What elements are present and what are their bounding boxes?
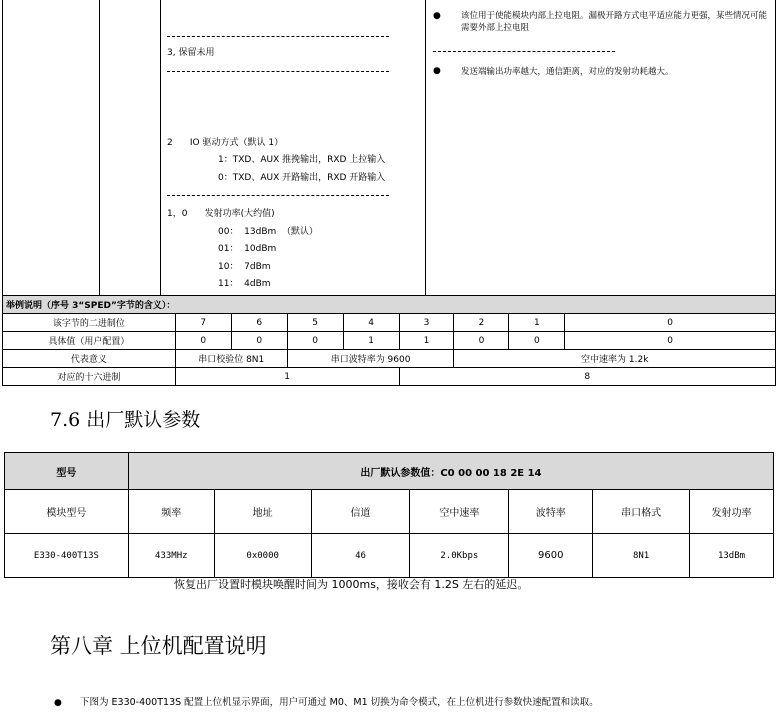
- power-title: 1，0 发射功率(大约值): [167, 209, 275, 219]
- power-note: 发送端输出功率越大，通信距离，对应的发射功耗越大。: [461, 67, 674, 77]
- default-params-table: [4, 452, 774, 578]
- column-header: 波特率: [509, 490, 593, 534]
- bit-cell: 2: [454, 314, 509, 332]
- hex-row: [3, 368, 776, 386]
- chapter-title: 第八章 上位机配置说明: [50, 634, 267, 658]
- io-mode-title: 2 IO 驱动方式（默认 1）: [167, 138, 284, 148]
- row-label: 代表意义: [3, 350, 176, 368]
- section-title: 7.6 出厂默认参数: [50, 409, 201, 431]
- value-cell: 8N1: [593, 534, 690, 578]
- bullet-dot: ●: [433, 11, 441, 21]
- row-label: 对应的十六进制: [3, 368, 176, 386]
- value-cell: 0: [231, 332, 287, 350]
- io-mode-option-0: 0：TXD、AUX 开路输出，RXD 开路输入: [218, 173, 386, 183]
- value-cell: 0: [565, 332, 776, 350]
- power-option: 11： 4dBm: [218, 279, 271, 289]
- frame-line: [160, 0, 161, 295]
- meaning-row: [3, 350, 776, 368]
- chapter-bullet-text: 下图为 E330-400T13S 配置上位机显示界面，用户可通过 M0、M1 切换为命令模式，在上位机进行参数快速配置和读取。: [80, 697, 599, 708]
- value-cell: 0x0000: [214, 534, 311, 578]
- params-column-row: [5, 490, 774, 534]
- column-header: 地址: [214, 490, 311, 534]
- value-cell: 433MHz: [128, 534, 214, 578]
- column-header: 频率: [128, 490, 214, 534]
- bit-cell: 7: [175, 314, 231, 332]
- bit-cell: 6: [231, 314, 287, 332]
- default-value-label: 出厂默认参数值：C0 00 00 18 2E 14: [128, 453, 773, 490]
- power-option: 01： 10dBm: [218, 244, 277, 254]
- hex-cell: 8: [399, 368, 775, 386]
- frame-line: [775, 0, 776, 295]
- column-header: 信道: [311, 490, 410, 534]
- value-cell: 0: [287, 332, 343, 350]
- divider: [167, 195, 389, 196]
- bit-cell: 1: [509, 314, 565, 332]
- column-header: 模块型号: [5, 490, 129, 534]
- bullet-dot: ●: [433, 66, 441, 76]
- column-header: 串口格式: [593, 490, 690, 534]
- value-cell: 0: [454, 332, 509, 350]
- value-cell: E330-400T13S: [5, 534, 129, 578]
- value-cell: 1: [399, 332, 454, 350]
- value-cell: 0: [175, 332, 231, 350]
- divider: [167, 71, 389, 72]
- frame-line: [99, 0, 100, 295]
- value-cell: 13dBm: [690, 534, 774, 578]
- meaning-cell: 串口波特率为 9600: [287, 350, 454, 368]
- params-header-row: [5, 453, 774, 490]
- value-cell: 9600: [509, 534, 593, 578]
- reserved-text: 3, 保留未用: [167, 48, 215, 58]
- power-option: 00： 13dBm （默认）: [218, 227, 319, 237]
- column-header: 发射功率: [690, 490, 774, 534]
- bit-cell: 3: [399, 314, 454, 332]
- value-cell: 46: [311, 534, 410, 578]
- bits-row: [3, 314, 776, 332]
- bit-cell: 4: [343, 314, 399, 332]
- row-label: 具体值（用户配置）: [3, 332, 176, 350]
- example-table: [2, 295, 776, 386]
- pullup-note: 该位用于使能模块内部上拉电阻。漏极开路方式电平适应能力更强，某些情况可能需要外部上拉电阻: [461, 11, 768, 33]
- model-label: 型号: [5, 453, 129, 490]
- value-cell: 1: [343, 332, 399, 350]
- meaning-cell: 串口校验位 8N1: [175, 350, 287, 368]
- example-header-row: [3, 296, 776, 314]
- power-option: 10： 7dBm: [218, 262, 271, 272]
- meaning-cell: 空中速率为 1.2k: [454, 350, 776, 368]
- example-header: 举例说明（序号 3“SPED”字节的含义）：: [3, 296, 776, 314]
- bullet-dot: ●: [54, 698, 62, 708]
- divider: [433, 51, 615, 52]
- value-cell: 2.0Kbps: [410, 534, 509, 578]
- value-cell: 0: [509, 332, 565, 350]
- divider: [167, 36, 389, 37]
- frame-line: [425, 0, 426, 295]
- row-label: 该字节的二进制位: [3, 314, 176, 332]
- reset-note: 恢复出厂设置时模块唤醒时间为 1000ms，接收会有 1.2S 左右的延迟。: [174, 578, 529, 591]
- frame-line: [2, 0, 3, 295]
- params-value-row: [5, 534, 774, 578]
- io-mode-option-1: 1：TXD、AUX 推挽输出，RXD 上拉输入: [218, 155, 386, 165]
- bit-cell: 0: [565, 314, 776, 332]
- hex-cell: 1: [175, 368, 399, 386]
- values-row: [3, 332, 776, 350]
- column-header: 空中速率: [410, 490, 509, 534]
- bit-cell: 5: [287, 314, 343, 332]
